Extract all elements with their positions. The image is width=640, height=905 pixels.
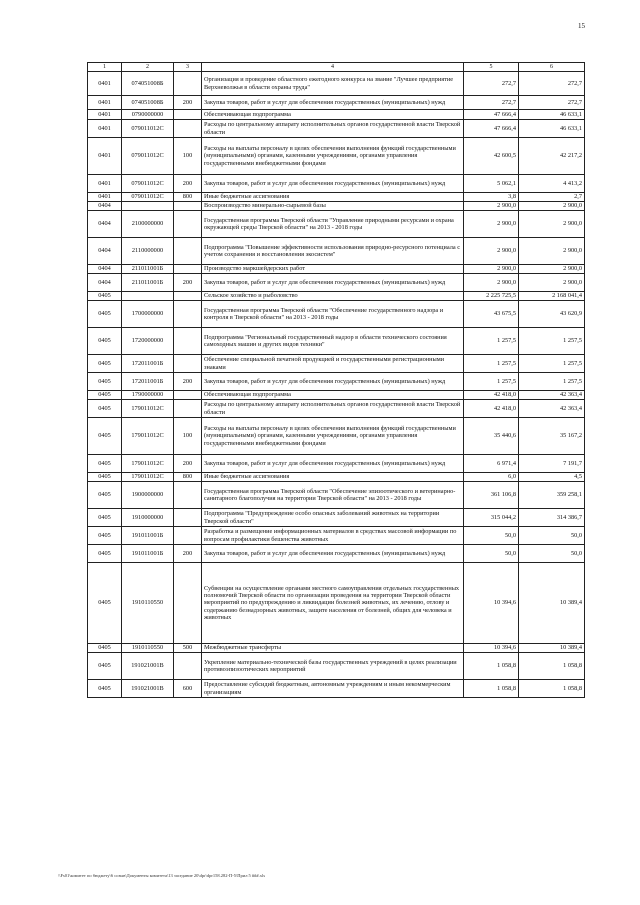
cell-name: Государственная программа Тверской области "Обеспечение государственного надзора и контроля в Тверской области" на 2013 - 2018 годы bbox=[202, 301, 464, 328]
cell-section-code: 0404 bbox=[88, 238, 122, 265]
cell-amount-actual: 1 058,8 bbox=[519, 653, 585, 680]
cell-amount-plan: 6,0 bbox=[464, 473, 519, 482]
cell-section-code: 0405 bbox=[88, 400, 122, 418]
cell-amount-actual: 35 167,2 bbox=[519, 418, 585, 455]
cell-section-code: 0405 bbox=[88, 418, 122, 455]
cell-section-code: 0401 bbox=[88, 110, 122, 120]
cell-target-article: 172011001Б bbox=[122, 355, 174, 373]
cell-target-article: 1910000000 bbox=[122, 509, 174, 527]
cell-section-code: 0401 bbox=[88, 120, 122, 138]
table-row bbox=[88, 455, 585, 473]
cell-amount-plan: 2 900,0 bbox=[464, 274, 519, 292]
cell-name: Иные бюджетные ассигнования bbox=[202, 473, 464, 482]
table-row bbox=[88, 265, 585, 274]
cell-amount-actual: 42 363,4 bbox=[519, 391, 585, 400]
cell-target-article: 179011012С bbox=[122, 455, 174, 473]
cell-expense-type bbox=[174, 563, 202, 644]
cell-expense-type: 800 bbox=[174, 473, 202, 482]
cell-section-code: 0405 bbox=[88, 301, 122, 328]
cell-target-article bbox=[122, 202, 174, 211]
cell-amount-actual: 7 191,7 bbox=[519, 455, 585, 473]
cell-expense-type: 200 bbox=[174, 274, 202, 292]
cell-amount-actual: 272,7 bbox=[519, 72, 585, 96]
cell-target-article: 2110000000 bbox=[122, 238, 174, 265]
cell-amount-plan: 361 106,8 bbox=[464, 482, 519, 509]
cell-section-code: 0401 bbox=[88, 138, 122, 175]
cell-amount-plan: 1 257,5 bbox=[464, 373, 519, 391]
cell-amount-plan: 5 062,1 bbox=[464, 175, 519, 193]
cell-amount-actual: 1 058,8 bbox=[519, 680, 585, 698]
table-row bbox=[88, 373, 585, 391]
cell-name: Укрепление материально-технической базы государственных учреждений в целях реализации противоэпизоотических мероприятий bbox=[202, 653, 464, 680]
cell-amount-actual: 43 620,9 bbox=[519, 301, 585, 328]
table-row bbox=[88, 120, 585, 138]
cell-target-article: 191011001Б bbox=[122, 545, 174, 563]
cell-expense-type bbox=[174, 110, 202, 120]
cell-section-code: 0401 bbox=[88, 96, 122, 110]
cell-target-article: 079011012С bbox=[122, 193, 174, 202]
cell-amount-plan: 6 971,4 bbox=[464, 455, 519, 473]
cell-amount-plan: 272,7 bbox=[464, 96, 519, 110]
cell-section-code: 0404 bbox=[88, 265, 122, 274]
cell-target-article: 1790000000 bbox=[122, 391, 174, 400]
cell-amount-actual: 1 257,5 bbox=[519, 328, 585, 355]
cell-amount-plan: 272,7 bbox=[464, 72, 519, 96]
cell-amount-plan: 42 600,5 bbox=[464, 138, 519, 175]
column-header: 1 bbox=[88, 63, 122, 72]
cell-amount-plan: 10 394,6 bbox=[464, 563, 519, 644]
cell-target-article: 191011001Б bbox=[122, 527, 174, 545]
cell-amount-actual: 2 900,0 bbox=[519, 202, 585, 211]
cell-amount-plan: 315 044,2 bbox=[464, 509, 519, 527]
cell-name: Расходы на выплаты персоналу в целях обеспечения выполнения функций государственными (муниципальными) органами, казенными учреждениями, органами управления государственными внебюджетными фондами bbox=[202, 138, 464, 175]
cell-section-code: 0405 bbox=[88, 328, 122, 355]
table-row bbox=[88, 563, 585, 644]
cell-section-code: 0405 bbox=[88, 527, 122, 545]
cell-target-article: 179011012С bbox=[122, 473, 174, 482]
table-row bbox=[88, 482, 585, 509]
cell-expense-type bbox=[174, 328, 202, 355]
cell-name: Расходы по центральному аппарату исполнительных органов государственной власти Тверской области bbox=[202, 400, 464, 418]
cell-amount-plan: 42 418,0 bbox=[464, 391, 519, 400]
cell-name: Воспроизводство минерально-сырьевой базы bbox=[202, 202, 464, 211]
cell-section-code: 0405 bbox=[88, 644, 122, 653]
cell-expense-type bbox=[174, 301, 202, 328]
cell-amount-actual: 272,7 bbox=[519, 96, 585, 110]
cell-amount-actual: 2 900,0 bbox=[519, 211, 585, 238]
cell-expense-type bbox=[174, 391, 202, 400]
cell-expense-type bbox=[174, 292, 202, 301]
cell-expense-type bbox=[174, 238, 202, 265]
cell-name: Закупка товаров, работ и услуг для обеспечения государственных (муниципальных) нужд bbox=[202, 545, 464, 563]
cell-name: Закупка товаров, работ и услуг для обеспечения государственных (муниципальных) нужд bbox=[202, 373, 464, 391]
cell-section-code: 0405 bbox=[88, 653, 122, 680]
table-row bbox=[88, 72, 585, 96]
cell-expense-type bbox=[174, 509, 202, 527]
cell-amount-plan: 10 394,6 bbox=[464, 644, 519, 653]
cell-amount-plan: 3,8 bbox=[464, 193, 519, 202]
cell-target-article: 079011012С bbox=[122, 175, 174, 193]
cell-section-code: 0405 bbox=[88, 680, 122, 698]
cell-amount-actual: 2 900,0 bbox=[519, 265, 585, 274]
cell-amount-plan: 47 666,4 bbox=[464, 120, 519, 138]
cell-amount-plan: 2 900,0 bbox=[464, 238, 519, 265]
page-number: 15 bbox=[578, 22, 585, 30]
table-row bbox=[88, 653, 585, 680]
header-row bbox=[88, 63, 585, 72]
cell-amount-plan: 50,0 bbox=[464, 545, 519, 563]
cell-name: Субвенции на осуществление органами местного самоуправления отдельных государственных полномочий Тверской области по организации проведения на территории Тверской области мероприятий по предупреждению и ликвидации болезней животных, их лечению, отлову и содержанию безнадзорных животных, защите населения от болезней, общих для человека и животных bbox=[202, 563, 464, 644]
cell-expense-type bbox=[174, 400, 202, 418]
cell-target-article: 1910110550 bbox=[122, 563, 174, 644]
cell-target-article: 1700000000 bbox=[122, 301, 174, 328]
cell-section-code: 0405 bbox=[88, 509, 122, 527]
cell-expense-type bbox=[174, 202, 202, 211]
table-row bbox=[88, 473, 585, 482]
cell-expense-type bbox=[174, 72, 202, 96]
cell-amount-actual: 4,5 bbox=[519, 473, 585, 482]
cell-amount-actual: 10 389,4 bbox=[519, 644, 585, 653]
cell-amount-plan: 43 675,5 bbox=[464, 301, 519, 328]
table-row bbox=[88, 644, 585, 653]
cell-amount-plan: 2 900,0 bbox=[464, 265, 519, 274]
table-row bbox=[88, 96, 585, 110]
cell-amount-plan: 1 058,8 bbox=[464, 680, 519, 698]
table-row bbox=[88, 238, 585, 265]
cell-target-article: 079011012С bbox=[122, 120, 174, 138]
cell-amount-actual: 4 413,2 bbox=[519, 175, 585, 193]
file-path-footer: \\Fs01\комитет по бюджету\6 созыв\Документы комитета\13 заседание 20\dpr\dpr158.282-П-5\Прил 5 ###.xls bbox=[58, 873, 266, 878]
cell-section-code: 0401 bbox=[88, 175, 122, 193]
cell-name: Подпрограмма "Повышение эффективности использования природно-ресурсного потенциала с учетом сохранения и восстановления экосистем" bbox=[202, 238, 464, 265]
cell-target-article: 074051008Б bbox=[122, 96, 174, 110]
cell-name: Подпрограмма "Предупреждение особо опасных заболеваний животных на территории Тверской области" bbox=[202, 509, 464, 527]
cell-amount-actual: 10 389,4 bbox=[519, 563, 585, 644]
table-row bbox=[88, 509, 585, 527]
column-header: 3 bbox=[174, 63, 202, 72]
cell-name: Предоставление субсидий бюджетным, автономным учреждениям и иным некоммерческим организациям bbox=[202, 680, 464, 698]
cell-section-code: 0401 bbox=[88, 193, 122, 202]
cell-amount-actual: 46 633,1 bbox=[519, 110, 585, 120]
column-header: 4 bbox=[202, 63, 464, 72]
table-row bbox=[88, 138, 585, 175]
cell-name: Закупка товаров, работ и услуг для обеспечения государственных (муниципальных) нужд bbox=[202, 175, 464, 193]
table-row bbox=[88, 211, 585, 238]
cell-section-code: 0404 bbox=[88, 211, 122, 238]
cell-target-article: 172011001Б bbox=[122, 373, 174, 391]
table-row bbox=[88, 175, 585, 193]
table-row bbox=[88, 355, 585, 373]
cell-section-code: 0405 bbox=[88, 455, 122, 473]
cell-expense-type bbox=[174, 482, 202, 509]
cell-expense-type: 200 bbox=[174, 373, 202, 391]
table-row bbox=[88, 202, 585, 211]
table-row bbox=[88, 292, 585, 301]
cell-target-article: 191021001В bbox=[122, 653, 174, 680]
cell-name: Закупка товаров, работ и услуг для обеспечения государственных (муниципальных) нужд bbox=[202, 274, 464, 292]
cell-expense-type: 100 bbox=[174, 138, 202, 175]
cell-amount-plan: 42 418,0 bbox=[464, 400, 519, 418]
cell-name: Обеспечение специальной печатной продукцией и государственными регистрационными знаками bbox=[202, 355, 464, 373]
cell-section-code: 0405 bbox=[88, 373, 122, 391]
cell-expense-type: 200 bbox=[174, 455, 202, 473]
table-row bbox=[88, 545, 585, 563]
column-header: 6 bbox=[519, 63, 585, 72]
cell-target-article: 191021001В bbox=[122, 680, 174, 698]
cell-amount-actual: 42 217,2 bbox=[519, 138, 585, 175]
cell-name: Государственная программа Тверской области "Обеспечение эпизоотического и ветеринарно-санитарного благополучия на территории Тверской области" на 2013 - 2018 годы bbox=[202, 482, 464, 509]
cell-expense-type bbox=[174, 211, 202, 238]
cell-target-article: 179011012С bbox=[122, 418, 174, 455]
cell-name: Сельское хозяйство и рыболовство bbox=[202, 292, 464, 301]
cell-amount-actual: 50,0 bbox=[519, 545, 585, 563]
cell-amount-actual: 46 633,1 bbox=[519, 120, 585, 138]
cell-target-article: 079011012С bbox=[122, 138, 174, 175]
table-row bbox=[88, 328, 585, 355]
cell-name: Организация и проведение областного ежегодного конкурса на звание "Лучшее предприятие Верхневолжья в области охраны труда" bbox=[202, 72, 464, 96]
cell-amount-actual: 1 257,5 bbox=[519, 373, 585, 391]
cell-section-code: 0405 bbox=[88, 482, 122, 509]
cell-expense-type bbox=[174, 120, 202, 138]
cell-name: Закупка товаров, работ и услуг для обеспечения государственных (муниципальных) нужд bbox=[202, 455, 464, 473]
cell-target-article: 0790000000 bbox=[122, 110, 174, 120]
column-header: 2 bbox=[122, 63, 174, 72]
cell-amount-plan: 1 257,5 bbox=[464, 355, 519, 373]
cell-section-code: 0405 bbox=[88, 545, 122, 563]
cell-section-code: 0405 bbox=[88, 391, 122, 400]
table-row bbox=[88, 527, 585, 545]
cell-amount-plan: 2 225 725,5 bbox=[464, 292, 519, 301]
cell-target-article: 211011001Б bbox=[122, 274, 174, 292]
cell-amount-actual: 2,7 bbox=[519, 193, 585, 202]
cell-name: Обеспечивающая подпрограмма bbox=[202, 110, 464, 120]
cell-expense-type: 200 bbox=[174, 545, 202, 563]
table-row bbox=[88, 110, 585, 120]
cell-name: Разработка и размещение информационных материалов в средствах массовой информации по вопросам профилактики бешенства животных bbox=[202, 527, 464, 545]
cell-expense-type: 100 bbox=[174, 418, 202, 455]
budget-table bbox=[87, 62, 585, 698]
cell-amount-actual: 2 168 041,4 bbox=[519, 292, 585, 301]
column-header: 5 bbox=[464, 63, 519, 72]
cell-amount-plan: 2 900,0 bbox=[464, 211, 519, 238]
table-row bbox=[88, 400, 585, 418]
cell-name: Производство маркшейдерских работ bbox=[202, 265, 464, 274]
cell-expense-type: 800 bbox=[174, 193, 202, 202]
table-row bbox=[88, 274, 585, 292]
cell-expense-type: 200 bbox=[174, 96, 202, 110]
cell-amount-actual: 314 386,7 bbox=[519, 509, 585, 527]
cell-expense-type bbox=[174, 527, 202, 545]
cell-target-article: 211011001Б bbox=[122, 265, 174, 274]
table-row bbox=[88, 301, 585, 328]
cell-expense-type bbox=[174, 355, 202, 373]
cell-section-code: 0405 bbox=[88, 473, 122, 482]
cell-amount-actual: 50,0 bbox=[519, 527, 585, 545]
cell-amount-plan: 35 440,6 bbox=[464, 418, 519, 455]
table-row bbox=[88, 193, 585, 202]
cell-target-article: 2100000000 bbox=[122, 211, 174, 238]
cell-name: Обеспечивающая подпрограмма bbox=[202, 391, 464, 400]
cell-expense-type: 500 bbox=[174, 644, 202, 653]
cell-name: Расходы по центральному аппарату исполнительных органов государственной власти Тверской области bbox=[202, 120, 464, 138]
cell-amount-plan: 1 058,8 bbox=[464, 653, 519, 680]
table-row bbox=[88, 680, 585, 698]
cell-amount-plan: 47 666,4 bbox=[464, 110, 519, 120]
cell-section-code: 0404 bbox=[88, 274, 122, 292]
cell-amount-plan: 2 900,0 bbox=[464, 202, 519, 211]
cell-name: Расходы на выплаты персоналу в целях обеспечения выполнения функций государственными (муниципальными) органами, казенными учреждениями, органами управления государственными внебюджетными фондами bbox=[202, 418, 464, 455]
cell-target-article bbox=[122, 292, 174, 301]
cell-expense-type bbox=[174, 653, 202, 680]
cell-target-article: 1910110550 bbox=[122, 644, 174, 653]
cell-name: Межбюджетные трансферты bbox=[202, 644, 464, 653]
cell-target-article: 179011012С bbox=[122, 400, 174, 418]
cell-target-article: 1720000000 bbox=[122, 328, 174, 355]
cell-name: Иные бюджетные ассигнования bbox=[202, 193, 464, 202]
cell-target-article: 1900000000 bbox=[122, 482, 174, 509]
cell-expense-type bbox=[174, 265, 202, 274]
cell-amount-actual: 1 257,5 bbox=[519, 355, 585, 373]
cell-name: Закупка товаров, работ и услуг для обеспечения государственных (муниципальных) нужд bbox=[202, 96, 464, 110]
cell-section-code: 0405 bbox=[88, 563, 122, 644]
cell-section-code: 0405 bbox=[88, 292, 122, 301]
cell-name: Государственная программа Тверской области "Управление природными ресурсами и охрана окружающей среды Тверской области" на 2013 - 2018 годы bbox=[202, 211, 464, 238]
table-row bbox=[88, 391, 585, 400]
cell-amount-plan: 50,0 bbox=[464, 527, 519, 545]
cell-section-code: 0404 bbox=[88, 202, 122, 211]
cell-expense-type: 200 bbox=[174, 175, 202, 193]
cell-amount-actual: 42 363,4 bbox=[519, 400, 585, 418]
cell-amount-actual: 2 900,0 bbox=[519, 274, 585, 292]
table-row bbox=[88, 418, 585, 455]
cell-section-code: 0401 bbox=[88, 72, 122, 96]
cell-target-article: 074051008Б bbox=[122, 72, 174, 96]
cell-section-code: 0405 bbox=[88, 355, 122, 373]
cell-amount-plan: 1 257,5 bbox=[464, 328, 519, 355]
cell-expense-type: 600 bbox=[174, 680, 202, 698]
cell-name: Подпрограмма "Региональный государственный надзор в области технического состояния самоходных машин и других видов техники" bbox=[202, 328, 464, 355]
cell-amount-actual: 2 900,0 bbox=[519, 238, 585, 265]
cell-amount-actual: 359 258,1 bbox=[519, 482, 585, 509]
